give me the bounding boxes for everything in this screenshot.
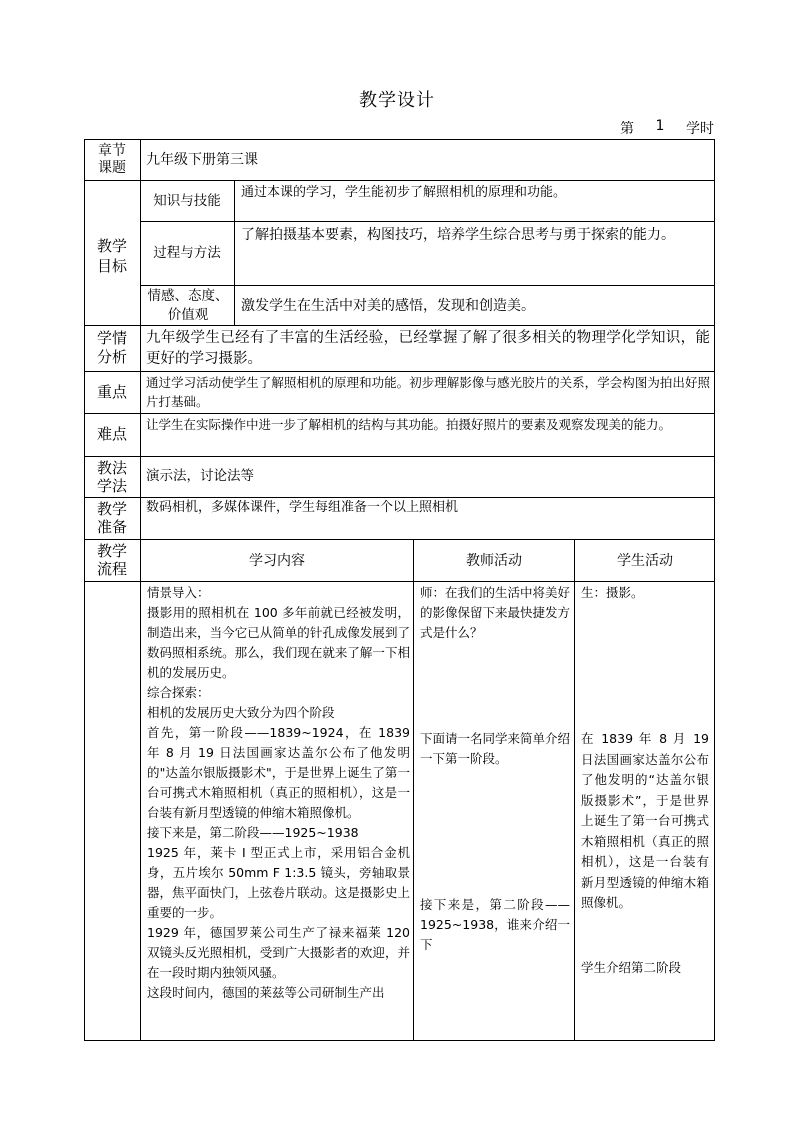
student-activity-1: 生：摄影。	[581, 585, 644, 600]
student-header: 学生活动	[617, 553, 673, 569]
learning-content	[147, 583, 410, 1003]
lesson-number-value: 1	[655, 118, 665, 134]
learner-label: 学情分析	[96, 329, 127, 366]
prep-label: 教学准备	[96, 500, 127, 536]
content-paragraph: 摄影用的照相机在 100 多年前就已经被发明，制造出来，当今它已从简单的针孔成像发展到了数码照相系统。那么，我们现在就来了解一下相机的发展历史。	[147, 605, 410, 680]
key-label: 重点	[96, 383, 127, 401]
content-paragraph: 接下来是，第二阶段——1925~1938	[147, 825, 359, 840]
chapter-label: 章节课题	[98, 143, 126, 176]
emotion-label: 情感、态度、价值观	[147, 288, 229, 323]
key-value: 通过学习活动使学生了解照相机的原理和功能。初步理解影像与感光胶片的关系，学会构图为拍出好照片打基础。	[146, 375, 710, 409]
difficult-label: 难点	[96, 425, 127, 443]
process-value: 了解拍摄基本要素，构图技巧，培养学生综合思考与勇于探索的能力。	[241, 227, 675, 243]
student-activity-2: 在 1839 年 8 月 19 日法国画家达盖尔公布了他发明的“达盖尔银版摄影术”，于是世界上诞生了第一台可携式木箱照相机（真正的照相机），这是一台装有新月型透镜的伸缩木箱照像机。	[581, 731, 709, 910]
teacher-activity-2: 下面请一名同学来简单介绍一下第一阶段。	[420, 731, 571, 766]
knowledge-value: 通过本课的学习，学生能初步了解照相机的原理和功能。	[241, 185, 567, 200]
content-paragraph: 相机的发展历史大致分为四个阶段	[147, 705, 335, 720]
process-label: 过程与方法	[153, 245, 221, 261]
content-paragraph: 1925 年，莱卡 I 型正式上市，采用铝合金机身，五片埃尔 50mm F 1:3.5 镜头，旁轴取景器，焦平面快门，上弦卷片联动。这是摄影史上重要的一步。	[147, 845, 410, 920]
chapter-value: 九年级下册第三课	[146, 152, 258, 168]
knowledge-label: 知识与技能	[153, 193, 221, 209]
method-value: 演示法，讨论法等	[146, 468, 254, 484]
teacher-activity-1: 师：在我们的生活中将美好的影像保留下来最快捷发方式是什么？	[420, 585, 571, 640]
flow-label: 教学流程	[96, 542, 127, 578]
difficult-value: 让学生在实际操作中进一步了解相机的结构与其功能。拍摄好照片的要素及观察发现美的能力。	[146, 417, 672, 432]
objectives-label: 教学目标	[96, 237, 127, 275]
content-paragraph: 情景导入：	[147, 585, 210, 600]
learner-value: 九年级学生已经有了丰富的生活经验，已经掌握了解了很多相关的物理学化学知识，能更好的学习摄影。	[146, 330, 710, 367]
prep-value: 数码相机，多媒体课件，学生每组准备一个以上照相机	[146, 500, 459, 515]
student-activity-3: 学生介绍第二阶段	[581, 960, 682, 975]
teacher-header: 教师活动	[466, 553, 522, 569]
content-paragraph: 综合探索：	[147, 685, 210, 700]
teacher-activity-3: 接下来是，第二阶段——1925~1938，谁来介绍一下	[420, 897, 570, 952]
content-paragraph: 1929 年，德国罗莱公司生产了禄来福莱 120 双镜头反光照相机，受到广大摄影者的欢迎，并在一段时期内独领风骚。	[147, 925, 410, 980]
lesson-suffix: 学时	[685, 121, 714, 137]
emotion-value: 激发学生在生活中对美的感悟，发现和创造美。	[241, 298, 535, 314]
lesson-number	[620, 118, 714, 138]
content-header: 学习内容	[249, 553, 305, 569]
method-label: 教法学法	[96, 459, 127, 495]
content-paragraph: 这段时间内，德国的莱兹等公司研制生产出	[147, 985, 385, 1000]
content-paragraph: 首先，第一阶段——1839~1924，在 1839 年 8 月 19 日法国画家达盖尔公布了他发明的"达盖尔银版摄影术"，于是世界上诞生了第一台可携式木箱照相机（真正的照相机），这是一台装有新月型透镜的伸缩木箱照像机。	[147, 725, 410, 820]
lesson-prefix: 第	[620, 121, 634, 137]
document-title: 教学设计	[359, 90, 435, 111]
